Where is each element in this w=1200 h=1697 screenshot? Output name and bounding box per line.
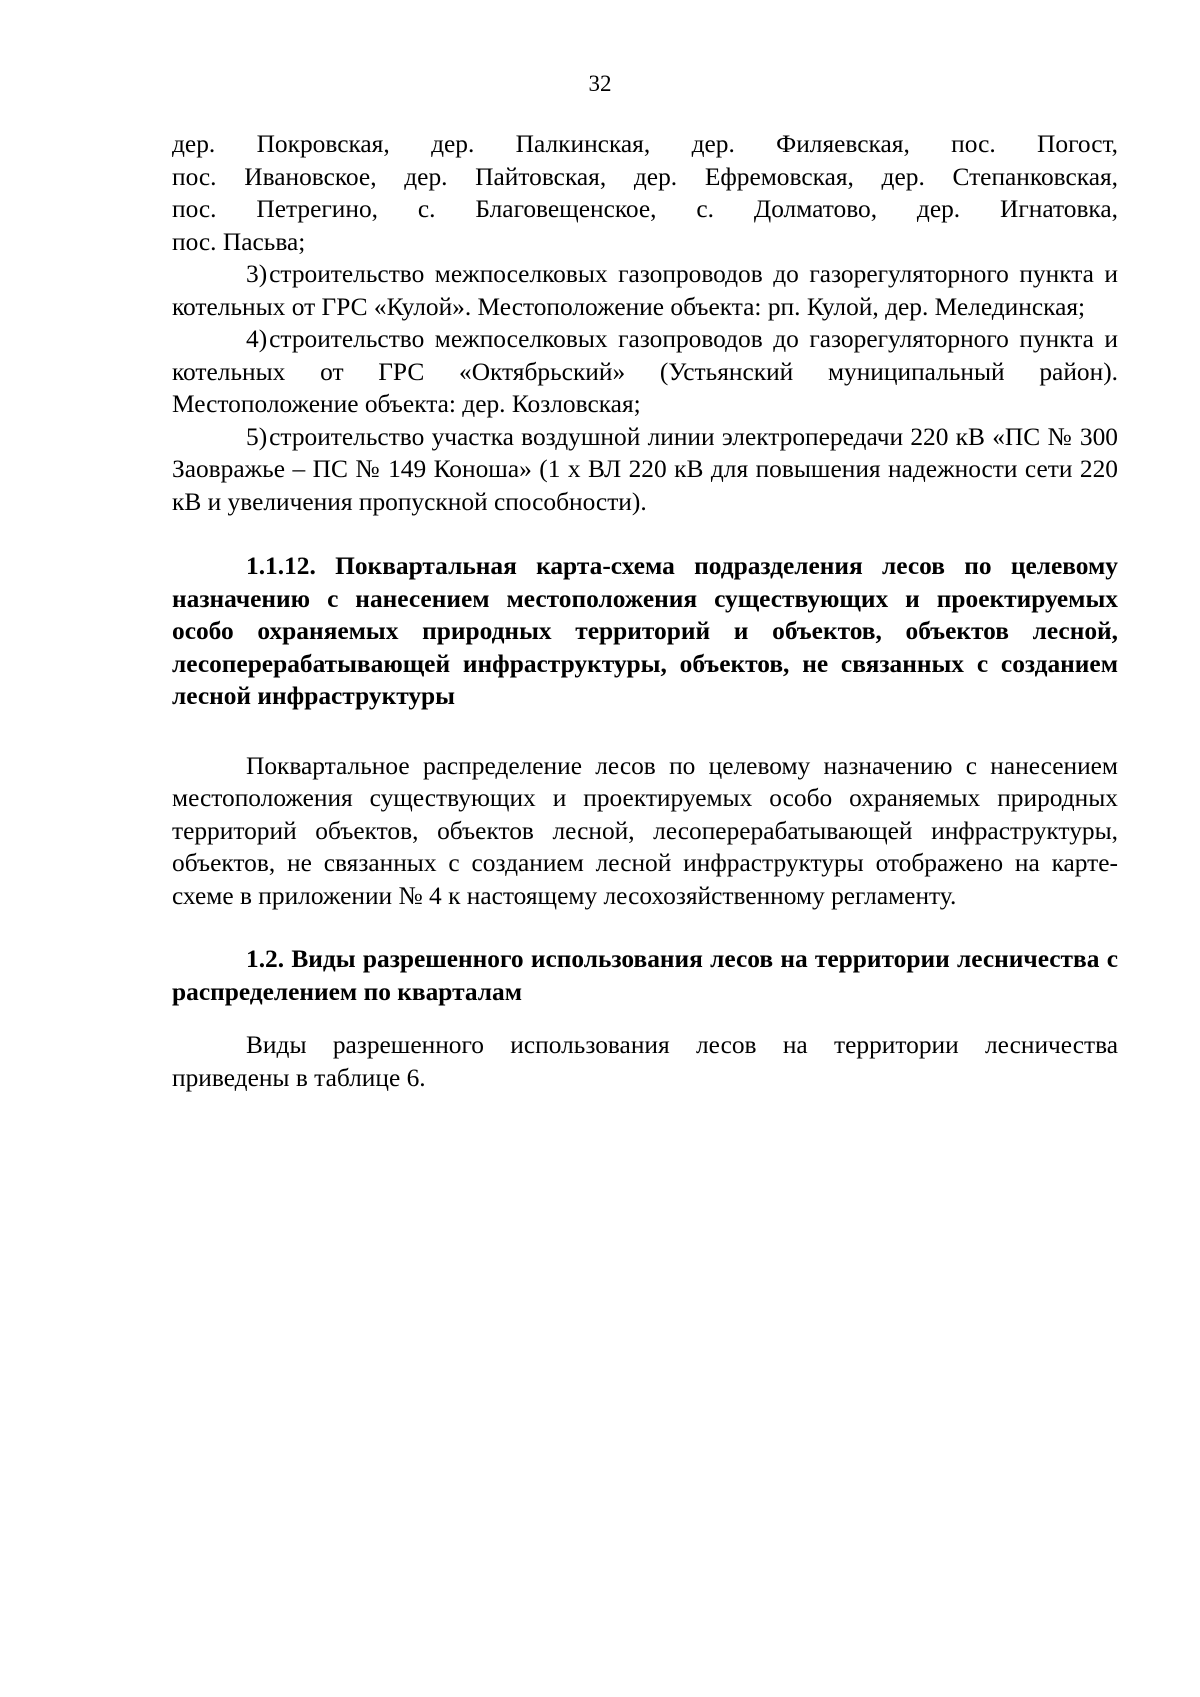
list-item-number: 4): [246, 325, 268, 353]
list-item-text: строительство участка воздушной линии электропередачи 220 кВ «ПС № 300 Заовражье – ПС № 149 Коноша» (1 х ВЛ 220 кВ для повышения надежности сети 220 кВ и увеличения пропускной способности).: [172, 422, 1118, 516]
villages-line: пос. Ивановское, дер. Пайтовская, дер. Ефремовская, дер. Степанковская,: [172, 162, 1118, 191]
villages-line-last: пос. Пасьва;: [172, 227, 306, 256]
list-item-number: 5): [246, 422, 268, 451]
section-paragraph-1-2: Виды разрешенного использования лесов на территории лесничества приведены в таблице 6.: [172, 1031, 1118, 1092]
list-item: [172, 258, 1118, 323]
list-item-text: строительство межпоселковых газопроводов до газорегуляторного пункта и котельных от ГРС «Кулой». Местоположение объекта: рп. Кулой, дер. Мелединская;: [172, 260, 1118, 321]
villages-line: пос. Петрегино, с. Благовещенское, с. Долматово, дер. Игнатовка,: [172, 195, 1118, 223]
list-item: [172, 421, 1118, 519]
list-item: [172, 323, 1118, 421]
list-item-number: 3): [246, 260, 268, 288]
section-heading-1-1-12: 1.1.12. Поквартальная карта-схема подразделения лесов по целевому назначению с нанесением местоположения существующих и проектируемых особо охраняемых природных территорий и объектов, объектов лесной, лесоперерабатывающей инфраструктуры, объектов, не связанных с созданием лесной инфраструктуры: [172, 552, 1118, 710]
list-item-text: строительство межпоселковых газопроводов до газорегуляторного пункта и котельных от ГРС «Октябрьский» (Устьянский муниципальный район). Местоположение объекта: дер. Козловская;: [172, 325, 1118, 418]
section-paragraph-1-1-12: Поквартальное распределение лесов по целевому назначению с нанесением местоположения существующих и проектируемых особо охраняемых природных территорий объектов, объектов лесной, лесоперерабатывающей инфраструктуры, объектов, не связанных с созданием лесной инфраструктуры отображено на карте-схеме в приложении № 4 к настоящему лесохозяйственному регламенту.: [172, 751, 1118, 910]
villages-line: дер. Покровская, дер. Палкинская, дер. Филяевская, пос. Погост,: [172, 130, 1118, 158]
section-heading-1-2: 1.2. Виды разрешенного использования лесов на территории лесничества с распределением по кварталам: [172, 945, 1118, 1006]
page-number: 32: [588, 71, 612, 96]
page-content: [172, 128, 1118, 1094]
